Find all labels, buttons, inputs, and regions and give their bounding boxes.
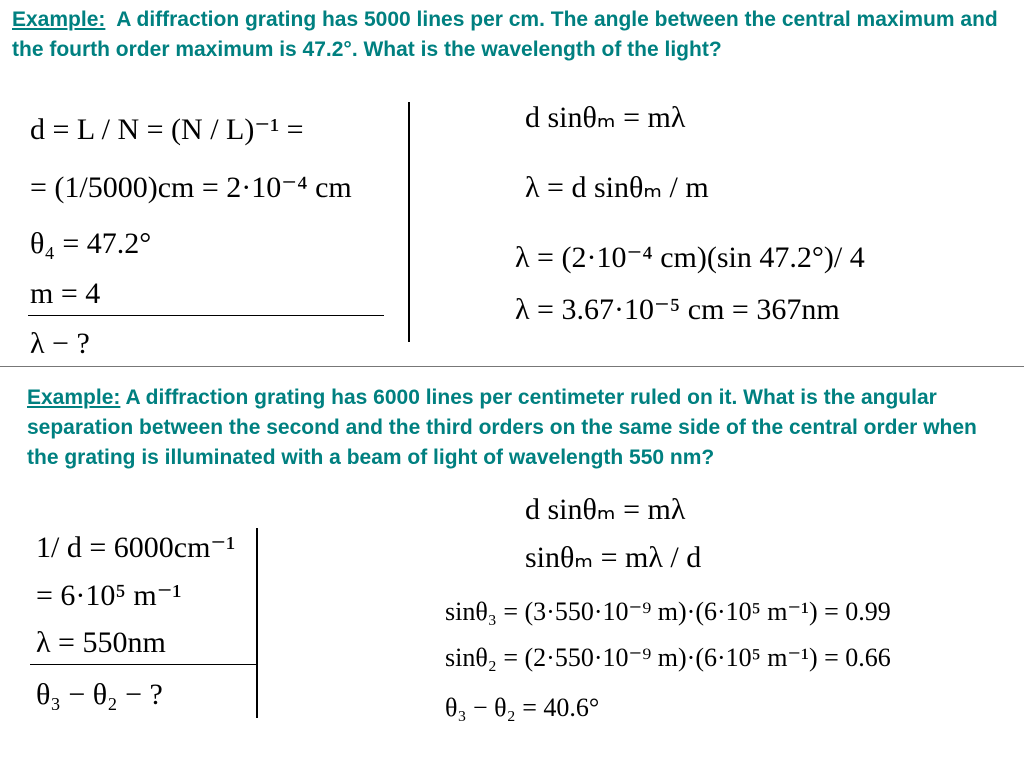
ex2-solution-line-1: [525, 492, 685, 528]
ex1-solution-line-1: [525, 100, 685, 136]
example2-problem: [27, 383, 977, 473]
ex2-solution-line-2: [525, 540, 701, 576]
ex2-solution-5: θ₃ − θ₂ = 40.6°: [445, 693, 600, 722]
ex2-solution-3: sinθ₃ = (3·550·10⁻⁹ m)·(6·10⁵ m⁻¹) = 0.99: [445, 597, 891, 626]
example1-label: Example:: [12, 8, 106, 31]
ex1-column-divider: [408, 102, 410, 342]
ex2-solution-line-4: [445, 640, 891, 676]
ex2-given-2: = 6·10⁵ m⁻¹: [36, 579, 182, 612]
ex1-given-divider: [28, 315, 384, 316]
ex2-solution-2: sinθₘ = mλ / d: [525, 541, 702, 574]
section-divider: [0, 366, 1024, 367]
ex1-unknown: λ − ?: [30, 327, 90, 360]
ex1-solution-4: λ = 3.67·10⁻⁵ cm = 367nm: [515, 293, 840, 326]
ex2-given-line-2: [36, 578, 182, 614]
ex2-given-line-3: [36, 625, 166, 661]
ex1-solution-2: λ = d sinθₘ / m: [525, 171, 709, 204]
ex1-given-line-1: [30, 112, 304, 148]
ex1-solution-line-2: [525, 170, 709, 206]
ex1-given-2: = (1/5000)cm = 2·10⁻⁴ cm: [30, 171, 352, 204]
ex1-given-4: m = 4: [30, 277, 101, 310]
ex2-given-divider: [30, 664, 256, 665]
ex2-given-3: λ = 550nm: [36, 626, 166, 659]
ex1-given-1: d = L / N = (N / L)⁻¹ =: [30, 113, 304, 146]
ex1-given-line-3: [30, 226, 151, 262]
ex1-given-line-2: [30, 170, 352, 206]
ex2-solution-1: d sinθₘ = mλ: [525, 493, 686, 526]
ex2-given-line-4: [36, 677, 163, 713]
example2-label: Example:: [27, 386, 121, 409]
ex2-given-line-1: [36, 530, 235, 566]
ex1-solution-1: d sinθₘ = mλ: [525, 101, 686, 134]
ex2-solution-line-3: [445, 594, 891, 630]
ex1-given-3: θ₄ = 47.2°: [30, 227, 152, 260]
ex2-solution-4: sinθ₂ = (2·550·10⁻⁹ m)·(6·10⁵ m⁻¹) = 0.66: [445, 643, 891, 672]
ex1-solution-3: λ = (2·10⁻⁴ cm)(sin 47.2°)/ 4: [515, 241, 865, 274]
example1-problem: [12, 5, 1012, 65]
example1-text: A diffraction grating has 5000 lines per cm. The angle between the central maximum and the fourth order maximum is 47.2°. What is the wavelength of the light?: [12, 8, 998, 61]
ex2-column-divider: [256, 528, 258, 718]
ex1-given-line-5: [30, 326, 90, 362]
ex2-given-1: 1/ d = 6000cm⁻¹: [36, 531, 236, 564]
ex2-unknown: θ₃ − θ₂ − ?: [36, 678, 163, 711]
ex1-given-line-4: [30, 276, 100, 312]
ex1-solution-line-4: [515, 292, 840, 328]
ex2-solution-line-5: [445, 690, 599, 726]
example2-text: A diffraction grating has 6000 lines per centimeter ruled on it. What is the angular separation between the second and the third orders on the same side of the central order when the grating is illuminated with a beam of light of wavelength 550 nm?: [27, 386, 977, 469]
ex1-solution-line-3: [515, 240, 865, 276]
